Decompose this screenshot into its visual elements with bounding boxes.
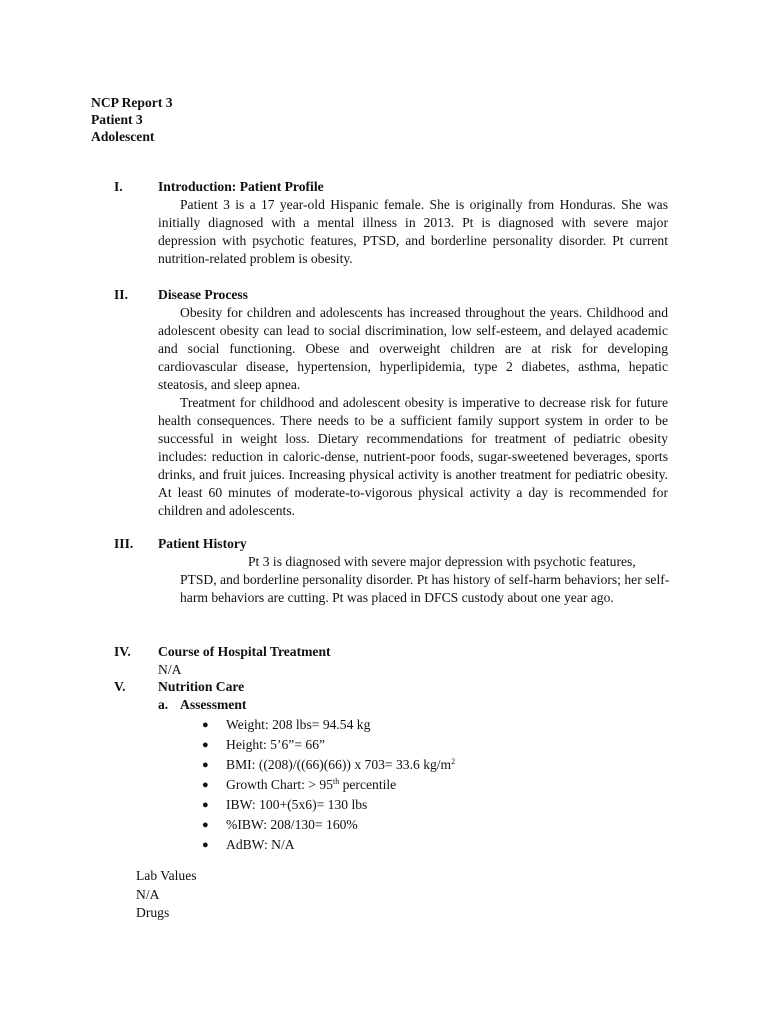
bullet-icon: ● (202, 799, 209, 811)
list-item-growth-chart (202, 775, 674, 795)
section-title: Course of Hospital Treatment (158, 644, 331, 659)
subsection-title: Assessment (180, 697, 247, 712)
disease-paragraph-2: Treatment for childhood and adolescent obesity is imperative to decrease risk for future health consequences. There needs to be a sufficient family support system in order to be successful in weight loss. Dietary recommendations for treatment of pediatric obesity includes: reduction in caloric-dense, nutrient-poor foods, sugar-sweetened beverages, sports drinks, and fruit juices. Increasing physical activity is another treatment for pediatric obesity. At least 60 minutes of moderate-to-vigorous physical activity a day is recommended for children and adolescents. (158, 395, 668, 518)
section-numeral: III. (114, 536, 134, 551)
percent-ibw-value: %IBW: 208/130= 160% (226, 817, 358, 832)
list-item-ibw (202, 795, 674, 815)
drugs-label: Drugs (136, 905, 170, 920)
intro-paragraph: Patient 3 is a 17 year-old Hispanic female. She is originally from Honduras. She was initially diagnosed with a mental illness in 2013. Pt is diagnosed with severe major depression with psychotic features, PTSD, and borderline personality disorder. Pt current nutrition-related problem is obesity. (158, 197, 668, 266)
section-heading (114, 286, 674, 304)
bullet-icon: ● (202, 719, 209, 731)
lab-values-label: Lab Values (136, 868, 197, 883)
section-title: Patient History (158, 536, 247, 551)
section-patient-history (114, 535, 674, 607)
list-item-height (202, 735, 674, 755)
section-heading (114, 178, 674, 196)
disease-paragraph-1: Obesity for children and adolescents has increased throughout the years. Childhood and adolescent obesity can lead to social discrimination, low self-esteem, and delayed academic and social functioning. Obese and overweight children are at risk for developing cardiovascular disease, hypertension, hyperlipidemia, type 2 diabetes, asthma, hepatic steatosis, and sleep apnea. (158, 305, 668, 392)
section-numeral: IV. (114, 644, 131, 659)
section-heading (114, 643, 674, 661)
ibw-value: IBW: 100+(5x6)= 130 lbs (226, 797, 368, 812)
assessment-list (114, 715, 674, 855)
patient-category: Adolescent (91, 129, 155, 144)
bullet-icon: ● (202, 739, 209, 751)
lab-values-value: N/A (136, 886, 160, 902)
bullet-icon: ● (202, 779, 209, 791)
section-title: Disease Process (158, 287, 248, 302)
adbw-value: AdBW: N/A (226, 837, 295, 852)
section-heading (114, 535, 674, 553)
list-item-percent-ibw (202, 815, 674, 835)
list-item-bmi (202, 755, 674, 775)
bullet-icon: ● (202, 819, 209, 831)
lab-drugs-block (136, 867, 197, 923)
report-title: NCP Report 3 (91, 95, 173, 110)
subsection-letter: a. (158, 697, 169, 712)
weight-value: Weight: 208 lbs= 94.54 kg (226, 717, 371, 732)
list-item-weight (202, 715, 674, 735)
list-item-adbw (202, 835, 674, 855)
section-numeral: V. (114, 679, 126, 694)
bullet-icon: ● (202, 839, 209, 851)
assessment-heading (158, 696, 674, 713)
height-value: Height: 5’6”= 66” (226, 737, 326, 752)
treatment-value: N/A (158, 662, 182, 677)
section-heading (114, 678, 674, 696)
section-disease-process (114, 286, 674, 520)
bmi-exponent: 2 (451, 757, 456, 766)
growth-chart-value: Growth Chart: > 95 (226, 777, 333, 792)
section-numeral: I. (114, 179, 123, 194)
section-introduction (114, 178, 674, 268)
bmi-value: BMI: ((208)/((66)(66)) x 703= 33.6 kg/m (226, 757, 452, 772)
section-title: Nutrition Care (158, 679, 245, 694)
history-paragraph: Pt 3 is diagnosed with severe major depression with psychotic features, PTSD, and borderline personality disorder. Pt has history of self-harm behaviors; her self-harm behaviors are cutting. Pt was placed in DFCS custody about one year ago. (180, 554, 670, 605)
growth-ordinal: th (332, 777, 340, 786)
growth-suffix: percentile (339, 777, 397, 792)
section-hospital-treatment (114, 643, 674, 679)
patient-label: Patient 3 (91, 112, 143, 127)
bullet-icon: ● (202, 759, 209, 771)
section-numeral: II. (114, 287, 128, 302)
section-title: Introduction: Patient Profile (158, 179, 324, 194)
report-header (91, 94, 173, 145)
section-nutrition-care (114, 678, 674, 855)
